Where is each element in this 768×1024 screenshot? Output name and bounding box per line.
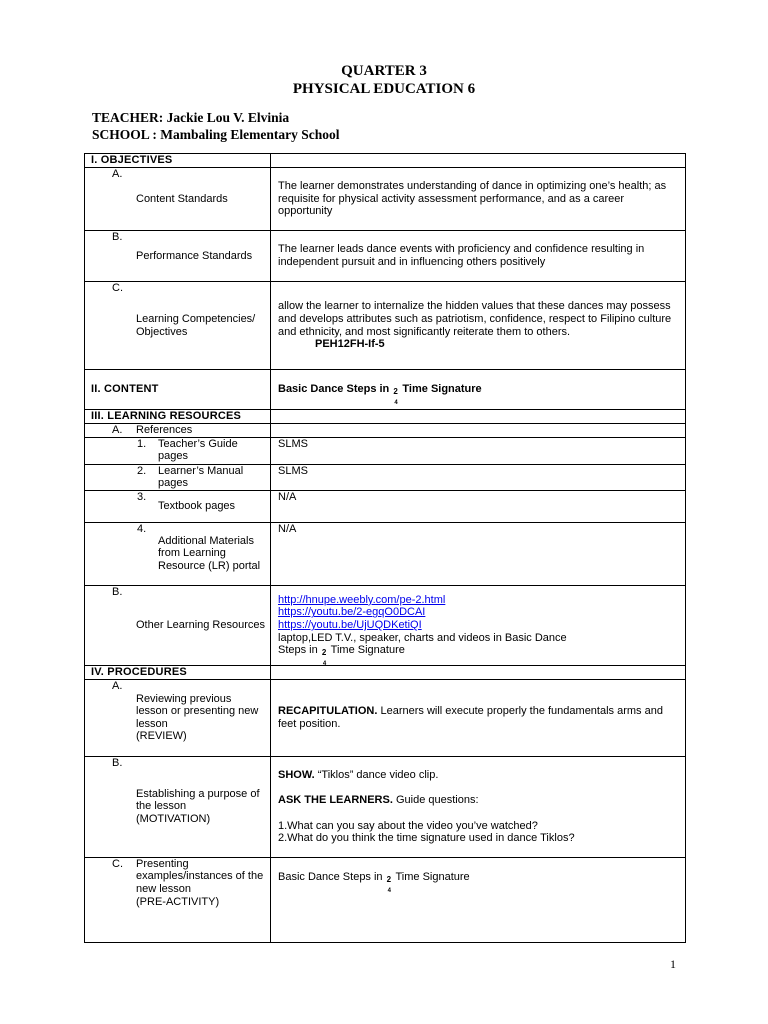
textbook-text: Textbook pages bbox=[158, 499, 236, 512]
motivation-value bbox=[271, 756, 686, 857]
motivation-letter: B. bbox=[112, 756, 123, 769]
pre-activity-time-denominator: 4 bbox=[387, 887, 391, 894]
pre-activity-text bbox=[136, 858, 270, 908]
references-text: References bbox=[136, 424, 193, 436]
content-row bbox=[85, 370, 686, 410]
performance-standards-value: The learner leads dance events with proficiency and confidence resulting in independent pursuit and in influencing others positively bbox=[271, 231, 686, 282]
question-1: 1.What can you say about the video you’ve watched? bbox=[278, 819, 538, 832]
textbook-row bbox=[85, 490, 686, 522]
content-value bbox=[271, 370, 686, 410]
subject-title: PHYSICAL EDUCATION 6 bbox=[292, 81, 476, 97]
learners-manual-label bbox=[85, 464, 271, 490]
review-row bbox=[85, 679, 686, 756]
learners-manual-text: Learner’s Manual pages bbox=[158, 464, 244, 490]
content-heading: II. CONTENT bbox=[85, 370, 271, 410]
pre-activity-value bbox=[271, 857, 686, 942]
references-row bbox=[85, 424, 686, 438]
content-standards-text: Content Standards bbox=[136, 192, 228, 205]
competencies-letter: C. bbox=[112, 282, 123, 294]
other-resources-letter: B. bbox=[112, 585, 123, 598]
motivation-text bbox=[136, 788, 270, 826]
lesson-plan-table bbox=[84, 153, 686, 943]
additional-materials-value: N/A bbox=[271, 522, 686, 585]
learners-manual-row bbox=[85, 464, 686, 490]
link-youtube-2[interactable]: https://youtu.be/UjUQDKetiQI bbox=[278, 618, 422, 631]
content-prefix: Basic Dance Steps in bbox=[278, 383, 390, 396]
teacher-line: TEACHER: Jackie Lou V. Elvinia bbox=[92, 110, 290, 125]
content-standards-label bbox=[85, 168, 271, 231]
performance-standards-row bbox=[85, 231, 686, 282]
show-line bbox=[278, 769, 679, 782]
question-2: 2.What do you think the time signature used in dance Tiklos? bbox=[278, 832, 575, 845]
resources-heading-row bbox=[85, 410, 686, 424]
pre-activity-prefix: Basic Dance Steps in bbox=[278, 870, 383, 883]
teachers-guide-text: Teacher’s Guide pages bbox=[158, 437, 238, 463]
materials-suffix: Time Signature bbox=[330, 644, 405, 657]
review-label bbox=[85, 679, 271, 756]
performance-standards-letter: B. bbox=[112, 231, 123, 243]
review-tag: (REVIEW) bbox=[136, 730, 187, 743]
textbook-value: N/A bbox=[271, 490, 686, 522]
additional-materials-row bbox=[85, 522, 686, 585]
show-text: “Tiklos” dance video clip. bbox=[317, 768, 439, 781]
procedures-heading-row bbox=[85, 665, 686, 679]
performance-standards-label bbox=[85, 231, 271, 282]
other-resources-label bbox=[85, 585, 271, 665]
pre-activity-suffix: Time Signature bbox=[395, 870, 470, 883]
review-text bbox=[136, 693, 270, 743]
other-resources-row bbox=[85, 585, 686, 665]
procedures-heading: IV. PROCEDURES bbox=[85, 665, 271, 679]
other-resources-text: Other Learning Resources bbox=[136, 618, 266, 631]
recapitulation-label: RECAPITULATION. bbox=[278, 705, 378, 718]
content-suffix: Time Signature bbox=[402, 383, 482, 396]
quarter-title: QUARTER 3 bbox=[341, 63, 427, 79]
content-standards-value: The learner demonstrates understanding of dance in optimizing one’s health; as requisite for physical activity assessment performance, and as a career opportunity bbox=[271, 168, 686, 231]
additional-materials-label bbox=[85, 522, 271, 585]
teachers-guide-num: 1. bbox=[137, 437, 147, 450]
pre-activity-label bbox=[85, 857, 271, 942]
time-signature-numerator: 2 bbox=[393, 387, 398, 397]
recapitulation-text: Learners will execute properly the fundamentals arms and feet position. bbox=[278, 705, 663, 730]
page-number: 1 bbox=[670, 957, 676, 971]
motivation-label bbox=[85, 756, 271, 857]
learners-manual-value: SLMS bbox=[271, 464, 686, 490]
additional-materials-text: Additional Materials from Learning Resource (LR) portal bbox=[158, 534, 261, 573]
pre-activity-tag: (PRE-ACTIVITY) bbox=[136, 895, 220, 908]
pre-activity-row bbox=[85, 857, 686, 942]
performance-standards-text: Performance Standards bbox=[136, 249, 253, 262]
pre-activity-letter: C. bbox=[112, 857, 123, 870]
pre-activity-time-numerator: 2 bbox=[386, 874, 392, 884]
motivation-row bbox=[85, 756, 686, 857]
pre-activity-label-text: Presenting examples/instances of the new lesson bbox=[136, 857, 264, 895]
materials-time-denominator: 4 bbox=[322, 661, 327, 666]
additional-materials-num: 4. bbox=[137, 522, 147, 535]
materials-time-numerator: 2 bbox=[321, 648, 327, 658]
textbook-num: 3. bbox=[137, 490, 147, 503]
competencies-label bbox=[85, 282, 271, 370]
teachers-guide-row bbox=[85, 437, 686, 464]
materials-line: laptop,LED T.V., speaker, charts and videos in Basic Dance bbox=[278, 631, 567, 644]
materials-prefix: Steps in bbox=[278, 644, 318, 657]
school-line: SCHOOL : Mambaling Elementary School bbox=[92, 127, 340, 142]
content-standards-letter: A. bbox=[112, 168, 123, 180]
review-value bbox=[271, 679, 686, 756]
competencies-text-value: allow the learner to internalize the hidden values that these dances may possess and develops attributes such as patriotism, confidence, respect to Filipino culture and ethnicity, and most significantly reiterate them to others. bbox=[278, 300, 672, 338]
content-standards-row bbox=[85, 168, 686, 231]
references-label bbox=[85, 424, 271, 438]
time-signature-denominator: 4 bbox=[394, 400, 398, 407]
objectives-heading-row bbox=[85, 154, 686, 168]
learners-manual-num: 2. bbox=[137, 464, 147, 477]
other-resources-value bbox=[271, 585, 686, 665]
show-label: SHOW. bbox=[278, 768, 315, 781]
link-youtube-1[interactable]: https://youtu.be/2-egqO0DCAI bbox=[278, 606, 426, 619]
review-label-text: Reviewing previous lesson or presenting new lesson bbox=[136, 692, 259, 730]
competency-code: PEH12FH-If-5 bbox=[315, 338, 385, 351]
objectives-heading: I. OBJECTIVES bbox=[85, 154, 271, 168]
motivation-label-text: Establishing a purpose of the lesson bbox=[136, 787, 260, 813]
references-letter: A. bbox=[112, 424, 123, 436]
ask-line bbox=[278, 794, 679, 807]
motivation-tag: (MOTIVATION) bbox=[136, 813, 211, 826]
competencies-row bbox=[85, 282, 686, 370]
ask-text: Guide questions: bbox=[395, 794, 479, 807]
link-hnupe[interactable]: http://hnupe.weebly.com/pe-2.html bbox=[278, 593, 446, 606]
teachers-guide-label bbox=[85, 437, 271, 464]
resources-heading: III. LEARNING RESOURCES bbox=[85, 410, 271, 424]
review-letter: A. bbox=[112, 679, 123, 692]
competencies-text: Learning Competencies/ Objectives bbox=[136, 312, 256, 338]
materials-line-2 bbox=[278, 644, 679, 666]
teachers-guide-value: SLMS bbox=[271, 437, 686, 464]
competencies-value bbox=[271, 282, 686, 370]
textbook-label bbox=[85, 490, 271, 522]
ask-label: ASK THE LEARNERS. bbox=[278, 794, 393, 807]
